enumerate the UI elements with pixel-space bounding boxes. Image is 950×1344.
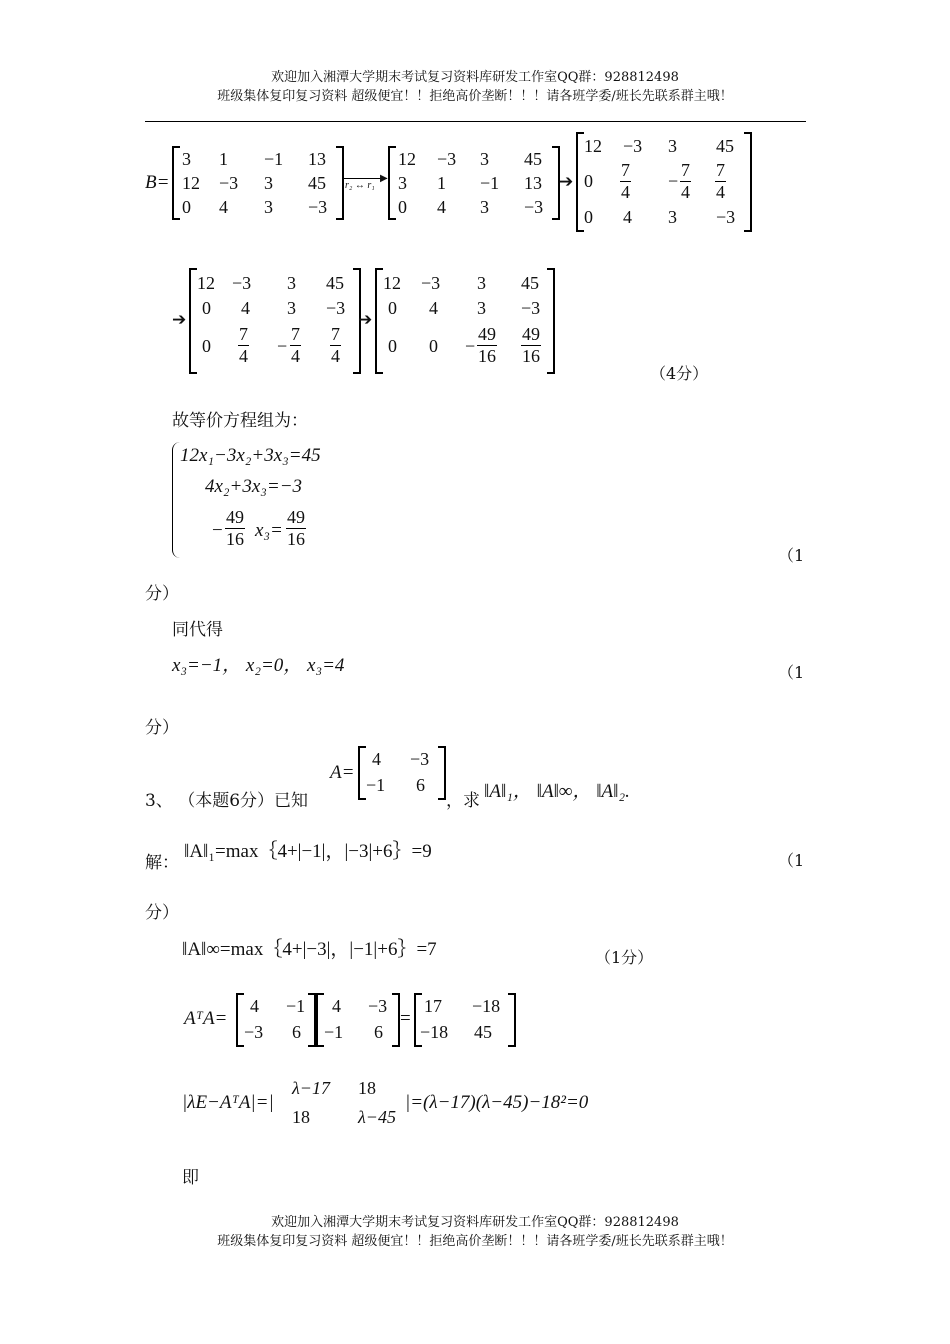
matrix-cell: 3	[477, 273, 486, 293]
footer-line-1: 欢迎加入湘潭大学期末考试复习资料库研发工作室QQ群：928812498	[271, 1215, 679, 1230]
matrix-b-original	[172, 146, 344, 220]
matrix-cell: −3	[524, 197, 544, 217]
matrix-cell: −	[465, 336, 476, 356]
matrix-cell: 3	[287, 298, 296, 318]
equation-2: 4x₂+3x₃=−3	[205, 476, 303, 497]
matrix-cell: 6	[292, 1022, 301, 1042]
text-ji: 即	[182, 1168, 199, 1188]
matrix-at	[236, 993, 316, 1047]
matrix-cell: 12	[398, 149, 416, 169]
matrix-cell: 13	[524, 173, 542, 193]
matrix-cell: 45	[716, 136, 734, 156]
det-cell: 18	[292, 1107, 310, 1127]
score-4: （4分）	[650, 364, 709, 383]
matrix-cell: 1	[219, 149, 228, 169]
matrix-cell: 3	[264, 173, 273, 193]
header-rule	[145, 121, 806, 122]
matrix-cell: 3	[287, 273, 296, 293]
charpoly-rhs: |=(λ−17)(λ−45)−18²=0	[405, 1092, 589, 1113]
arrow-icon: ➔	[559, 172, 574, 192]
score-1-close: 分）	[145, 584, 179, 604]
matrix-b-step2	[576, 132, 752, 232]
matrix-cell: −1	[286, 996, 306, 1016]
matrix-cell: 45	[474, 1022, 492, 1042]
matrix-cell: −3	[308, 197, 328, 217]
matrix-b-label: B=	[145, 172, 170, 193]
norm-inf-line: ‖A‖∞=max｛4+|−3|，|−1|+6｝=7	[182, 939, 437, 960]
equivalent-system-heading: 故等价方程组为：	[172, 411, 308, 431]
problem-3-ask: ，求	[446, 791, 480, 811]
matrix-ata-result	[414, 993, 516, 1047]
matrix-cell: 6	[374, 1022, 383, 1042]
matrix-cell: 17	[424, 996, 442, 1016]
fraction: $\frac{7}{4}$	[621, 160, 630, 202]
matrix-cell: 4	[372, 749, 381, 769]
fraction: $\frac{7}{4}$	[331, 324, 340, 366]
score-1-open: （1	[778, 546, 805, 565]
fraction: $\frac{7}{4}$	[291, 324, 300, 366]
matrix-cell: 0	[429, 336, 438, 356]
ata-equals: =	[400, 1008, 411, 1029]
det-cell: λ−45	[358, 1107, 396, 1127]
matrix-cell: −3	[368, 996, 388, 1016]
matrix-cell: −3	[521, 298, 541, 318]
matrix-cell: −	[668, 171, 679, 191]
matrix-cell: 4	[241, 298, 250, 318]
fraction: $\frac{49}{16}$	[522, 324, 540, 366]
matrix-cell: 12	[383, 273, 401, 293]
matrix-cell: 4	[332, 996, 341, 1016]
matrix-cell: 0	[388, 298, 397, 318]
equation-1: 12x₁−3x₂+3x₃=45	[180, 445, 321, 466]
matrix-cell: 0	[202, 298, 211, 318]
matrix-a	[358, 746, 446, 800]
matrix-cell: −18	[472, 996, 501, 1016]
matrix-cell: −3	[437, 149, 457, 169]
matrix-cell: 45	[524, 149, 542, 169]
matrix-cell: −1	[480, 173, 500, 193]
matrix-cell: 0	[182, 197, 191, 217]
matrix-cell: 12	[584, 136, 602, 156]
matrix-cell: 45	[308, 173, 326, 193]
matrix-cell: 3	[477, 298, 486, 318]
det-cell: 18	[358, 1078, 376, 1098]
matrix-cell: −3	[232, 273, 252, 293]
fraction: $\frac{49}{16}$	[478, 324, 496, 366]
matrix-cell: 4	[623, 207, 632, 227]
matrix-cell: −	[277, 336, 288, 356]
score-1-open: （1	[778, 663, 805, 682]
row-swap-label: r₂ ↔ r₁	[345, 180, 375, 191]
matrix-cell: 3	[182, 149, 191, 169]
matrix-cell: 45	[521, 273, 539, 293]
matrix-cell: 3	[668, 136, 677, 156]
score-1-close: 分）	[145, 718, 179, 738]
fraction: $\frac{49}{16}$	[226, 507, 244, 549]
arrow-icon: ➔	[358, 310, 373, 330]
matrix-cell: 0	[202, 336, 211, 356]
matrix-cell: 6	[416, 775, 425, 795]
det-cell: λ−17	[292, 1078, 330, 1098]
matrix-cell: 1	[437, 173, 446, 193]
matrix-cell: −3	[244, 1022, 264, 1042]
matrix-cell: −3	[219, 173, 239, 193]
matrix-cell: −1	[366, 775, 386, 795]
charpoly-lhs: |λE−AᵀA|=|	[182, 1092, 274, 1113]
matrix-cell: 3	[398, 173, 407, 193]
matrix-cell: 4	[219, 197, 228, 217]
header-line-1: 欢迎加入湘潭大学期末考试复习资料库研发工作室QQ群：928812498	[271, 70, 679, 85]
header-line-2: 班级集体复印复习资料 超级便宜！！拒绝高价垄断！！！请各班学委/班长先联系群主哦！	[217, 89, 733, 104]
matrix-cell: 12	[197, 273, 215, 293]
score-1-open: （1	[778, 851, 805, 870]
matrix-b-final	[375, 268, 555, 374]
matrix-cell: 13	[308, 149, 326, 169]
matrix-cell: −3	[623, 136, 643, 156]
matrix-cell: 4	[437, 197, 446, 217]
matrix-cell: 0	[398, 197, 407, 217]
matrix-cell: −3	[421, 273, 441, 293]
matrix-cell: −1	[264, 149, 284, 169]
matrix-cell: 3	[264, 197, 273, 217]
fraction: $\frac{7}{4}$	[716, 160, 725, 202]
ata-lhs: AᵀA=	[184, 1008, 228, 1029]
equation-3-minus: −	[212, 520, 223, 541]
fraction: $\frac{49}{16}$	[287, 507, 305, 549]
arrow-icon: ➔	[172, 310, 187, 330]
matrix-cell: −1	[324, 1022, 344, 1042]
solution-label: 解：	[145, 853, 179, 873]
matrix-cell: 45	[326, 273, 344, 293]
matrix-cell: 0	[584, 171, 593, 191]
footer-line-2: 班级集体复印复习资料 超级便宜！！拒绝高价垄断！！！请各班学委/班长先联系群主哦！	[217, 1234, 733, 1249]
norm-1-line: ‖A‖₁=max｛4+|−1|，|−3|+6｝=9	[184, 841, 432, 862]
fraction: $\frac{7}{4}$	[239, 324, 248, 366]
matrix-cell: 4	[429, 298, 438, 318]
back-substitution-heading: 同代得	[172, 620, 223, 640]
row-swap-arrow-head: ▶	[380, 173, 388, 184]
matrix-cell: −3	[326, 298, 346, 318]
matrix-cell: −3	[410, 749, 430, 769]
equation-3-x: x₃=	[255, 520, 283, 541]
score-1-inline: （1分）	[595, 948, 654, 967]
matrix-cell: 4	[250, 996, 259, 1016]
matrix-cell: 3	[668, 207, 677, 227]
score-1-close: 分）	[145, 903, 179, 923]
problem-3-label: 3、 （本题6分）已知	[145, 791, 309, 811]
matrix-cell: 3	[480, 197, 489, 217]
matrix-cell: −18	[420, 1022, 449, 1042]
matrix-cell: 3	[480, 149, 489, 169]
matrix-cell: 12	[182, 173, 200, 193]
matrix-a2	[316, 993, 400, 1047]
fraction: $\frac{7}{4}$	[681, 160, 690, 202]
matrix-a-label: A=	[330, 762, 355, 783]
solution-values: x₃=−1， x₂=0， x₃=4	[172, 655, 345, 676]
matrix-cell: 0	[584, 207, 593, 227]
matrix-b-swapped	[388, 146, 560, 220]
matrix-cell: −3	[716, 207, 736, 227]
matrix-b-step3	[189, 268, 361, 374]
matrix-cell: 0	[388, 336, 397, 356]
problem-3-norms: ‖A‖₁， ‖A‖∞， ‖A‖₂.	[484, 781, 630, 802]
